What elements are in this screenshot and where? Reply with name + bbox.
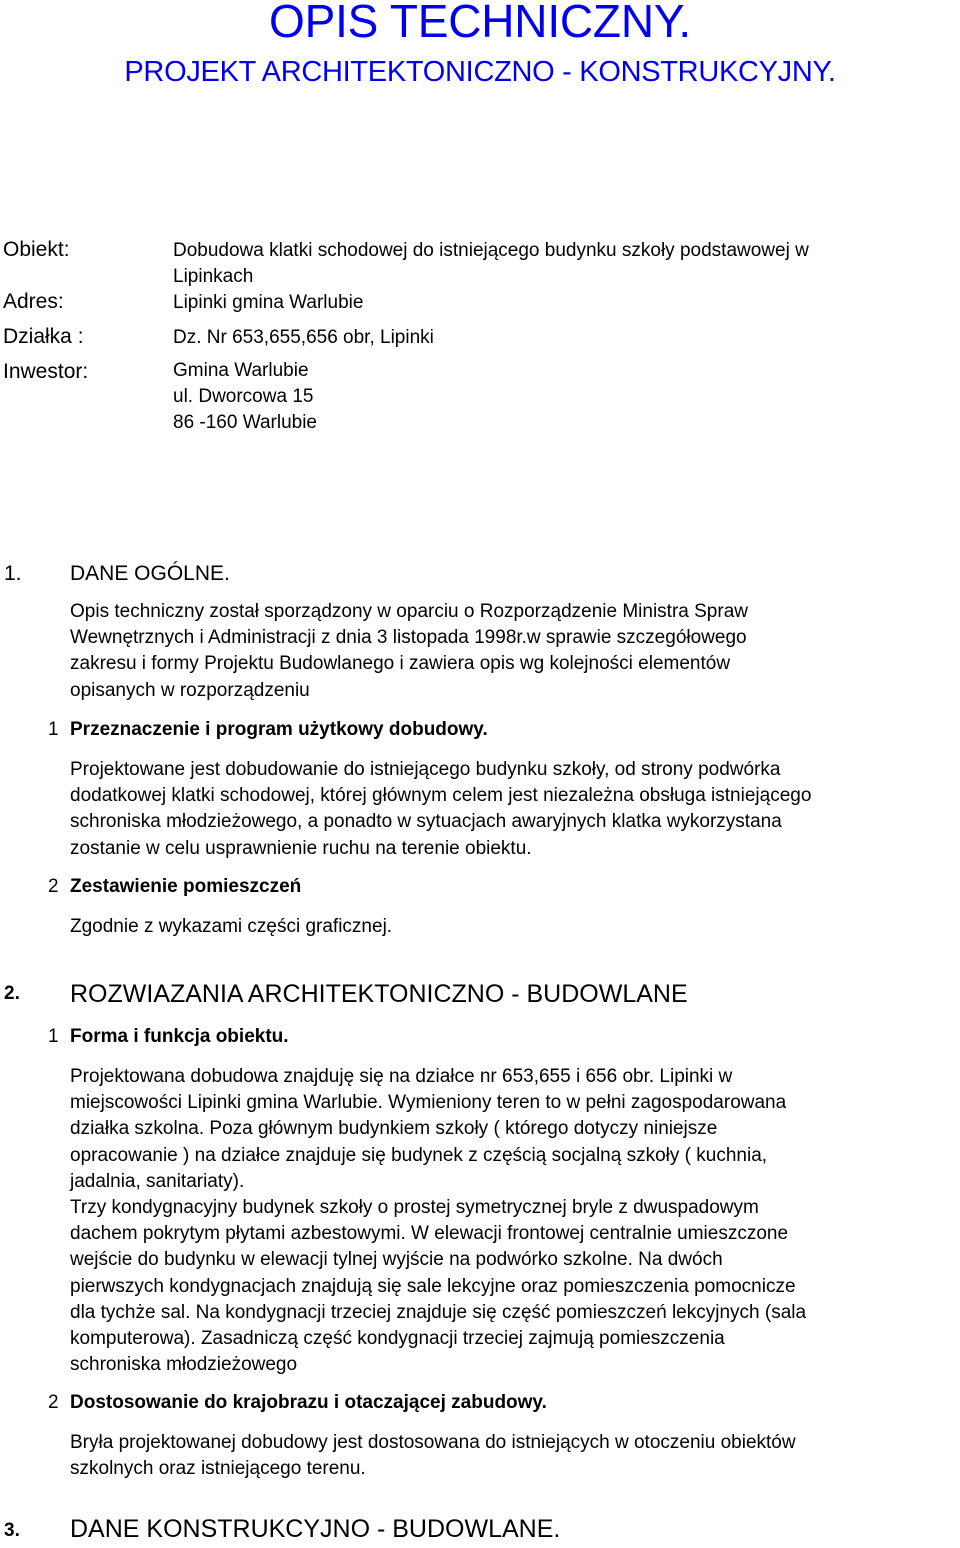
section3-title: DANE KONSTRUKCYJNO - BUDOWLANE. — [70, 1515, 561, 1543]
obiekt-value-line1: Dobudowa klatki schodowej do istniejącego budynku szkoły podstawowej w — [173, 240, 809, 261]
section3-number: 3. — [4, 1520, 20, 1541]
section1-sub1-title: Przeznaczenie i program użytkowy dobudowy. — [70, 719, 488, 740]
text-line: Zgodnie z wykazami części graficznej. — [70, 916, 393, 937]
section1-intro — [70, 599, 960, 704]
section2-title: ROZWIAZANIA ARCHITEKTONICZNO - BUDOWLANE — [70, 980, 688, 1008]
inwestor-value-line1: Gmina Warlubie — [173, 360, 309, 381]
text-line: działka szkolna. Poza głównym budynkiem szkoły ( którego dotyczy niniejsze — [70, 1118, 718, 1140]
text-line: zakresu i formy Projektu Budowlanego i zawiera opis wg kolejności elementów — [70, 653, 731, 675]
section1-sub1-text — [70, 757, 960, 862]
text-line: Bryła projektowanej dobudowy jest dostosowana do istniejących w otoczeniu obiektów — [70, 1432, 796, 1453]
document-title: OPIS TECHNICZNY. — [269, 0, 691, 47]
adres-label: Adres: — [3, 290, 64, 313]
inwestor-value-line3: 86 -160 Warlubie — [173, 412, 317, 433]
section2-sub2-number: 2 — [48, 1392, 59, 1413]
text-line: opisanych w rozporządzeniu — [70, 679, 310, 701]
text-line: zostanie w celu usprawnienie ruchu na terenie obiektu. — [70, 837, 532, 859]
section1-sub2-title: Zestawienie pomieszczeń — [70, 876, 302, 897]
text-line: Opis techniczny został sporządzony w oparciu o Rozporządzenie Ministra Spraw — [70, 601, 748, 622]
obiekt-value-line2: Lipinkach — [173, 266, 254, 287]
section1-number: 1. — [4, 562, 22, 585]
obiekt-label: Obiekt: — [3, 238, 70, 261]
inwestor-value-line2: ul. Dworcowa 15 — [173, 386, 314, 407]
text-line: pierwszych kondygnacjach znajdują się sale lekcyjne oraz pomieszczenia pomocnicze — [70, 1275, 796, 1297]
text-line: dla tychże sal. Na kondygnacji trzeciej znajduje się część pomieszczeń lekcyjnych (sala — [70, 1301, 807, 1323]
text-line: komputerowa). Zasadniczą część kondygnacji trzeciej zajmują pomieszczenia — [70, 1328, 725, 1350]
text-line: Trzy kondygnacyjny budynek szkoły o prostej symetrycznej bryle z dwuspadowym — [70, 1197, 759, 1219]
text-line: szkolnych oraz istniejącego terenu. — [70, 1458, 366, 1480]
text-line: opracowanie ) na działce znajduje się budynek z częścią socjalną szkoły ( kuchnia, — [70, 1144, 768, 1166]
section1-sub2-text — [70, 914, 960, 940]
section2-sub2-title: Dostosowanie do krajobrazu i otaczającej zabudowy. — [70, 1392, 547, 1413]
text-line: Projektowane jest dobudowanie do istniejącego budynku szkoły, od strony podwórka — [70, 759, 781, 780]
section2-sub1-title: Forma i funkcja obiektu. — [70, 1026, 289, 1047]
section1-sub2-number: 2 — [48, 876, 59, 897]
text-line: schroniska młodzieżowego, a ponadto w sytuacjach awaryjnych klatka wykorzystana — [70, 811, 782, 833]
text-line: wejście do budynku w elewacji tylnej wyjście na podwórko szkolne. Na dwóch — [70, 1249, 723, 1271]
section2-number: 2. — [4, 983, 20, 1004]
section2-sub1-number: 1 — [48, 1026, 59, 1047]
adres-value: Lipinki gmina Warlubie — [173, 292, 364, 313]
text-line: Wewnętrznych i Administracji z dnia 3 listopada 1998r.w sprawie szczegółowego — [70, 627, 747, 649]
section2-sub2-text — [70, 1430, 960, 1482]
text-line: Projektowana dobudowa znajduję się na działce nr 653,655 i 656 obr. Lipinki w — [70, 1066, 733, 1087]
text-line: dodatkowej klatki schodowej, której głównym celem jest niezależna obsługa istniejącego — [70, 785, 812, 807]
text-line: jadalnia, sanitariaty). — [70, 1170, 245, 1192]
section1-title: DANE OGÓLNE. — [70, 562, 230, 585]
text-line: miejscowości Lipinki gmina Warlubie. Wymieniony teren to w pełni zagospodarowana — [70, 1092, 787, 1114]
section2-sub1-text — [70, 1064, 960, 1378]
text-line: schroniska młodzieżowego — [70, 1354, 298, 1376]
dzialka-value: Dz. Nr 653,655,656 obr, Lipinki — [173, 327, 434, 348]
document-subtitle: PROJEKT ARCHITEKTONICZNO - KONSTRUKCYJNY. — [124, 56, 836, 88]
text-line: dachem pokrytym płytami azbestowymi. W elewacji frontowej centralnie umieszczone — [70, 1223, 789, 1245]
dzialka-label: Działka : — [3, 325, 84, 348]
section1-sub1-number: 1 — [48, 719, 59, 740]
inwestor-label: Inwestor: — [3, 360, 89, 383]
